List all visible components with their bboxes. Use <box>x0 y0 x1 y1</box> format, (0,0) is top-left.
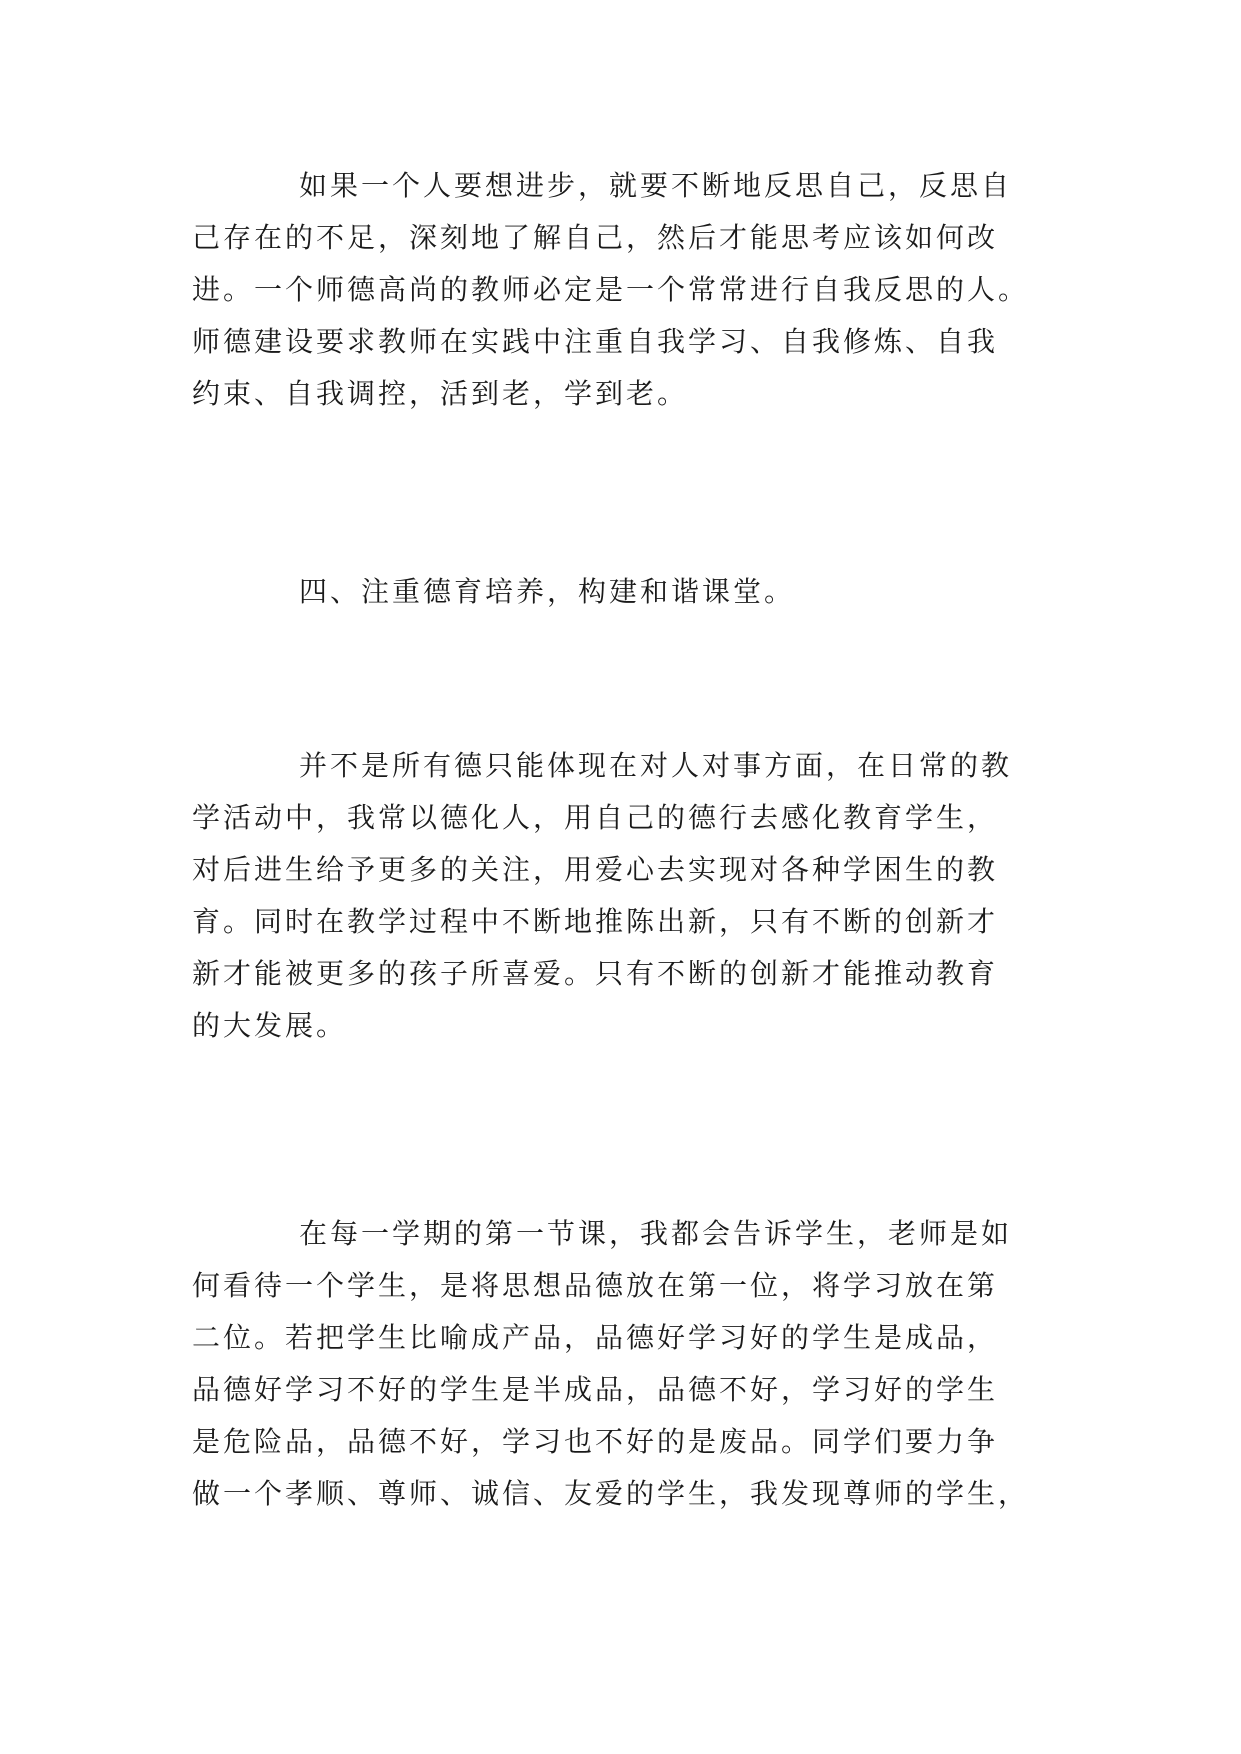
paragraph-line: 师德建设要求教师在实践中注重自我学习、自我修炼、自我 <box>192 325 999 358</box>
paragraph-line: 何看待一个学生，是将思想品德放在第一位，将学习放在第 <box>192 1269 999 1302</box>
paragraph-line: 品德好学习不好的学生是半成品，品德不好，学习好的学生 <box>192 1373 999 1406</box>
paragraph-line: 约束、自我调控，活到老，学到老。 <box>192 377 689 410</box>
paragraph-first-lesson <box>192 1208 1092 1520</box>
paragraph-self-reflection <box>192 160 1092 420</box>
paragraph-line: 的大发展。 <box>192 1009 348 1042</box>
paragraph-line: 学活动中，我常以德化人，用自己的德行去感化教育学生， <box>192 801 999 834</box>
paragraph-line: 新才能被更多的孩子所喜爱。只有不断的创新才能推动教育 <box>192 957 999 990</box>
paragraph-line: 进。一个师德高尚的教师必定是一个常常进行自我反思的人。 <box>192 273 1030 306</box>
paragraph-line: 并不是所有德只能体现在对人对事方面，在日常的教 <box>299 749 1013 782</box>
paragraph-line: 育。同时在教学过程中不断地推陈出新，只有不断的创新才 <box>192 905 999 938</box>
section-heading-text: 四、注重德育培养，构建和谐课堂。 <box>299 575 796 608</box>
paragraph-line: 对后进生给予更多的关注，用爱心去实现对各种学困生的教 <box>192 853 999 886</box>
paragraph-line: 是危险品，品德不好，学习也不好的是废品。同学们要力争 <box>192 1425 999 1458</box>
section-heading <box>192 566 1092 618</box>
paragraph-line: 己存在的不足，深刻地了解自己，然后才能思考应该如何改 <box>192 221 999 254</box>
paragraph-line: 二位。若把学生比喻成产品，品德好学习好的学生是成品， <box>192 1321 999 1354</box>
paragraph-moral-education <box>192 740 1092 1052</box>
paragraph-line: 在每一学期的第一节课，我都会告诉学生，老师是如 <box>299 1217 1013 1250</box>
paragraph-line: 如果一个人要想进步，就要不断地反思自己，反思自 <box>299 169 1013 202</box>
paragraph-line: 做一个孝顺、尊师、诚信、友爱的学生，我发现尊师的学生， <box>192 1477 1030 1510</box>
